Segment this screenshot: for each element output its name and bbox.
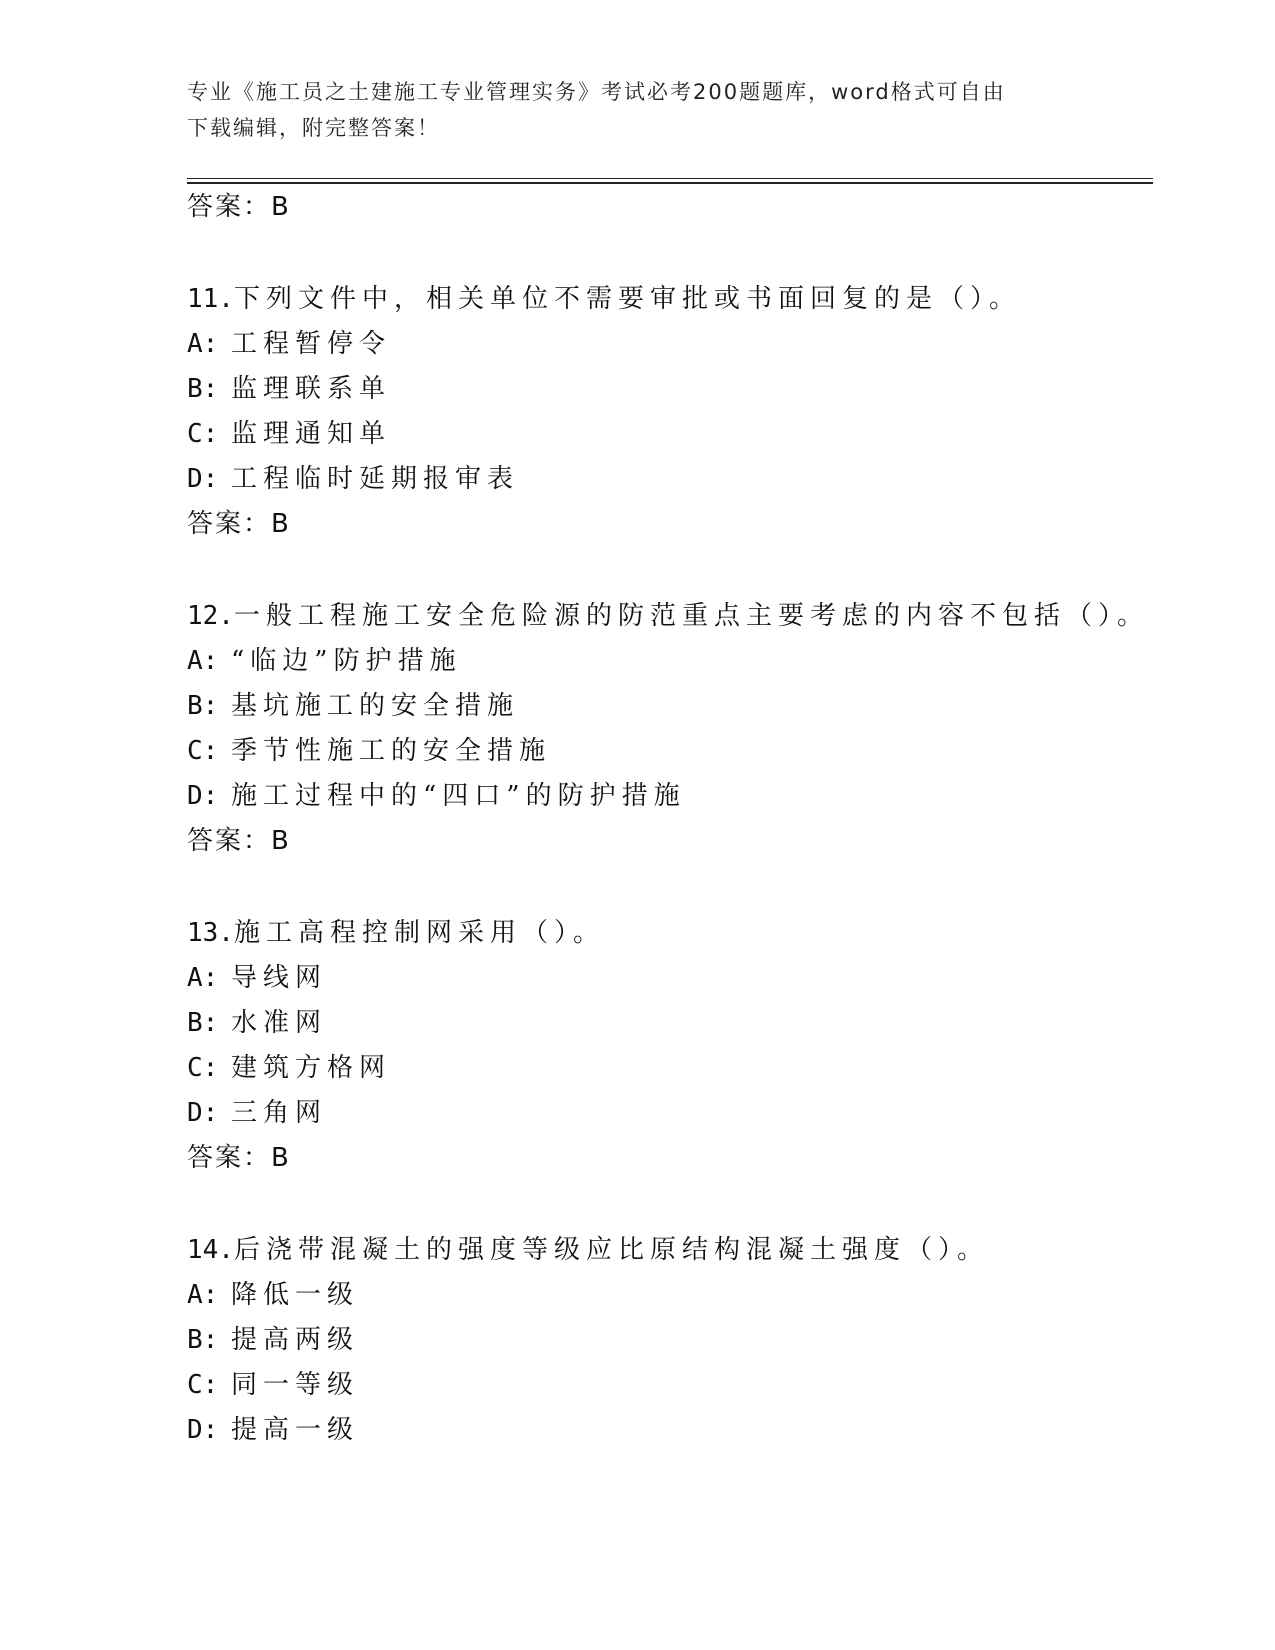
option-label: B:: [187, 374, 219, 404]
question-stem: [187, 1228, 1187, 1273]
option-b: [187, 1001, 1187, 1046]
option-label: C:: [187, 736, 219, 766]
option-label: A:: [187, 963, 219, 993]
question-list: [187, 185, 1187, 1453]
option-label: A:: [187, 329, 219, 359]
option-a: [187, 956, 1187, 1001]
option-text: 提高一级: [231, 1415, 360, 1445]
answer-line: 答案：B: [187, 826, 291, 856]
answer-line: 答案：B: [187, 509, 291, 539]
question-text: 施工高程控制网采用（）。: [233, 918, 605, 948]
option-a: [187, 322, 1187, 367]
option-label: D:: [187, 464, 219, 494]
option-d: [187, 1091, 1187, 1136]
option-label: B:: [187, 1325, 219, 1355]
option-text: 工程临时延期报审表: [231, 464, 520, 494]
option-label: D:: [187, 1098, 219, 1128]
option-c: [187, 1046, 1187, 1091]
option-b: [187, 367, 1187, 412]
option-c: [187, 412, 1187, 457]
option-text: 建筑方格网: [231, 1053, 392, 1083]
option-text: “临边”防护措施: [231, 646, 462, 676]
answer-line: 答案：B: [187, 192, 291, 222]
spacer: [187, 230, 1187, 277]
question-stem: [187, 277, 1187, 322]
question-stem: [187, 911, 1187, 956]
option-text: 导线网: [231, 963, 328, 993]
document-header: [187, 74, 1087, 146]
header-divider-thick: [187, 182, 1153, 184]
question-number: 14.: [187, 1235, 234, 1265]
question-text: 下列文件中，相关单位不需要审批或书面回复的是（）。: [233, 284, 1021, 314]
option-text: 提高两级: [231, 1325, 360, 1355]
option-text: 工程暂停令: [231, 329, 392, 359]
option-text: 季节性施工的安全措施: [231, 736, 552, 766]
option-label: C:: [187, 1053, 219, 1083]
option-text: 三角网: [231, 1098, 328, 1128]
option-text: 监理联系单: [231, 374, 392, 404]
question-text: 后浇带混凝土的强度等级应比原结构混凝土强度（）。: [233, 1235, 989, 1265]
option-label: C:: [187, 1370, 219, 1400]
header-divider-thin: [187, 178, 1153, 179]
option-c: [187, 729, 1187, 774]
option-b: [187, 1318, 1187, 1363]
option-label: D:: [187, 1415, 219, 1445]
option-label: C:: [187, 419, 219, 449]
question-stem: [187, 594, 1187, 639]
option-label: A:: [187, 1280, 219, 1310]
option-label: D:: [187, 781, 219, 811]
option-text: 水准网: [231, 1008, 328, 1038]
spacer: [187, 864, 1187, 911]
question-number: 12.: [187, 601, 234, 631]
option-d: [187, 1408, 1187, 1453]
option-text: 同一等级: [231, 1370, 360, 1400]
option-d: [187, 457, 1187, 502]
option-c: [187, 1363, 1187, 1408]
spacer: [187, 1181, 1187, 1228]
spacer: [187, 547, 1187, 594]
option-label: B:: [187, 691, 219, 721]
question-13: [187, 911, 1187, 1181]
option-label: B:: [187, 1008, 219, 1038]
option-a: [187, 639, 1187, 684]
option-b: [187, 684, 1187, 729]
option-text: 施工过程中的“四口”的防护措施: [231, 781, 686, 811]
question-number: 11.: [187, 284, 234, 314]
option-text: 降低一级: [231, 1280, 360, 1310]
option-text: 监理通知单: [231, 419, 392, 449]
question-text: 一般工程施工安全危险源的防范重点主要考虑的内容不包括（）。: [233, 601, 1149, 631]
header-line-1: 专业《施工员之土建施工专业管理实务》考试必考200题题库，word格式可自由: [187, 80, 1006, 104]
header-line-2: 下载编辑，附完整答案！: [187, 116, 440, 140]
option-a: [187, 1273, 1187, 1318]
option-text: 基坑施工的安全措施: [231, 691, 520, 721]
option-d: [187, 774, 1187, 819]
answer-line: 答案：B: [187, 1143, 291, 1173]
question-number: 13.: [187, 918, 234, 948]
question-11: [187, 277, 1187, 547]
question-12: [187, 594, 1187, 864]
option-label: A:: [187, 646, 219, 676]
question-14: [187, 1228, 1187, 1453]
